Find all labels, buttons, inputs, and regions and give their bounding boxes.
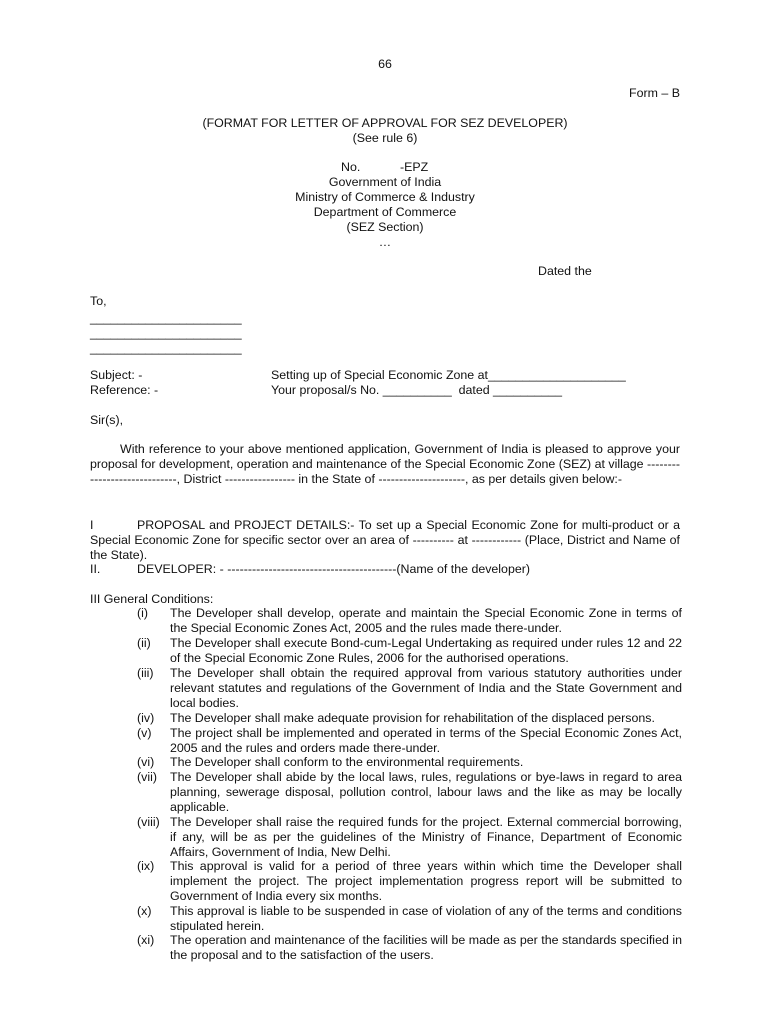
section-1-text: PROPOSAL and PROJECT DETAILS:- To set up a Special Economic Zone for multi-product or a Special Economic Zone for specific sector over an area of ---------- at ------------ (Place, District and Name of the State). xyxy=(90,518,680,562)
condition-text: The Developer shall obtain the required approval from various statutory authorities under relevant statutes and regulations of the Government of India and the State Government and local bodies. xyxy=(170,666,682,710)
header-section: (SEZ Section) xyxy=(346,220,424,234)
condition-number: (xi) xyxy=(137,933,155,947)
address-line-1: ______________________ xyxy=(90,311,242,325)
condition-number: (viii) xyxy=(137,815,160,829)
subject-label: Subject: - xyxy=(90,368,143,382)
header-government: Government of India xyxy=(328,175,442,189)
condition-number: (vi) xyxy=(137,755,155,769)
condition-text: The Developer shall abide by the local laws, rules, regulations or bye-laws in regard to area planning, sewerage disposal, pollution control, labour laws and the like as may be locally applicable. xyxy=(170,770,682,814)
dated-label: Dated the xyxy=(538,264,592,278)
header-ministry: Ministry of Commerce & Industry xyxy=(295,190,475,204)
reference-label: Reference: - xyxy=(90,383,159,397)
header-dots: … xyxy=(378,235,392,249)
condition-text: The Developer shall raise the required funds for the project. External commercial borrowing, if any, will be as per the guidelines of the Ministry of Finance, Department of Economic Affairs, Government of India, New Delhi. xyxy=(170,815,682,859)
address-line-3: ______________________ xyxy=(90,341,242,355)
condition-text: The operation and maintenance of the facilities will be made as per the standards specified in the proposal and to the satisfaction of the users. xyxy=(170,933,682,962)
condition-number: (iv) xyxy=(137,711,155,725)
section-1-number: I xyxy=(90,518,94,532)
section-2-number: II. xyxy=(90,562,101,576)
condition-text: This approval is liable to be suspended in case of violation of any of the terms and conditions stipulated herein. xyxy=(170,904,682,933)
condition-number: (v) xyxy=(137,726,152,740)
section-2-text: DEVELOPER: - -----------------------------------------(Name of the developer) xyxy=(137,562,530,576)
condition-number: (i) xyxy=(137,606,149,620)
reference-text: Your proposal/s No. __________ dated __________ xyxy=(271,383,562,397)
condition-text: The Developer shall develop, operate and maintain the Special Economic Zone in terms of the Special Economic Zones Act, 2005 and the rules made there-under. xyxy=(170,606,682,635)
condition-number: (ix) xyxy=(137,859,155,873)
form-label: Form – B xyxy=(629,86,680,100)
salutation: Sir(s), xyxy=(90,413,124,427)
condition-text: The project shall be implemented and operated in terms of the Special Economic Zones Act, 2005 and the rules and orders made there-under. xyxy=(170,726,682,755)
document-title: (FORMAT FOR LETTER OF APPROVAL FOR SEZ DEVELOPER) xyxy=(202,116,568,130)
condition-number: (ii) xyxy=(137,636,151,650)
condition-number: (iii) xyxy=(137,666,154,680)
reference-no-label: No. xyxy=(341,160,361,174)
section-3-title: III General Conditions: xyxy=(90,592,214,606)
condition-text: The Developer shall conform to the environmental requirements. xyxy=(170,755,524,769)
condition-text: This approval is valid for a period of three years within which time the Developer shall implement the project. The project implementation progress report will be submitted to Government of India every six months. xyxy=(170,859,682,903)
condition-number: (x) xyxy=(137,904,152,918)
page-number: 66 xyxy=(378,57,392,71)
to-label: To, xyxy=(90,294,107,308)
condition-text: The Developer shall make adequate provision for rehabilitation of the displaced persons. xyxy=(170,711,655,725)
header-department: Department of Commerce xyxy=(313,205,457,219)
condition-text: The Developer shall execute Bond-cum-Legal Undertaking as required under rules 12 and 22 of the Special Economic Zone Rules, 2006 for the authorised operations. xyxy=(170,636,682,665)
condition-number: (vii) xyxy=(137,770,157,784)
intro-paragraph: With reference to your above mentioned application, Government of India is pleased to approve your proposal for development, operation and maintenance of the Special Economic Zone (SEZ) at village -----------------------------, District ----------------- in the State of ---------------------, as per details given below:- xyxy=(90,442,680,486)
subject-text: Setting up of Special Economic Zone at____________________ xyxy=(271,368,626,382)
address-line-2: ______________________ xyxy=(90,326,242,340)
reference-no-suffix: -EPZ xyxy=(400,160,429,174)
see-rule: (See rule 6) xyxy=(352,131,418,145)
